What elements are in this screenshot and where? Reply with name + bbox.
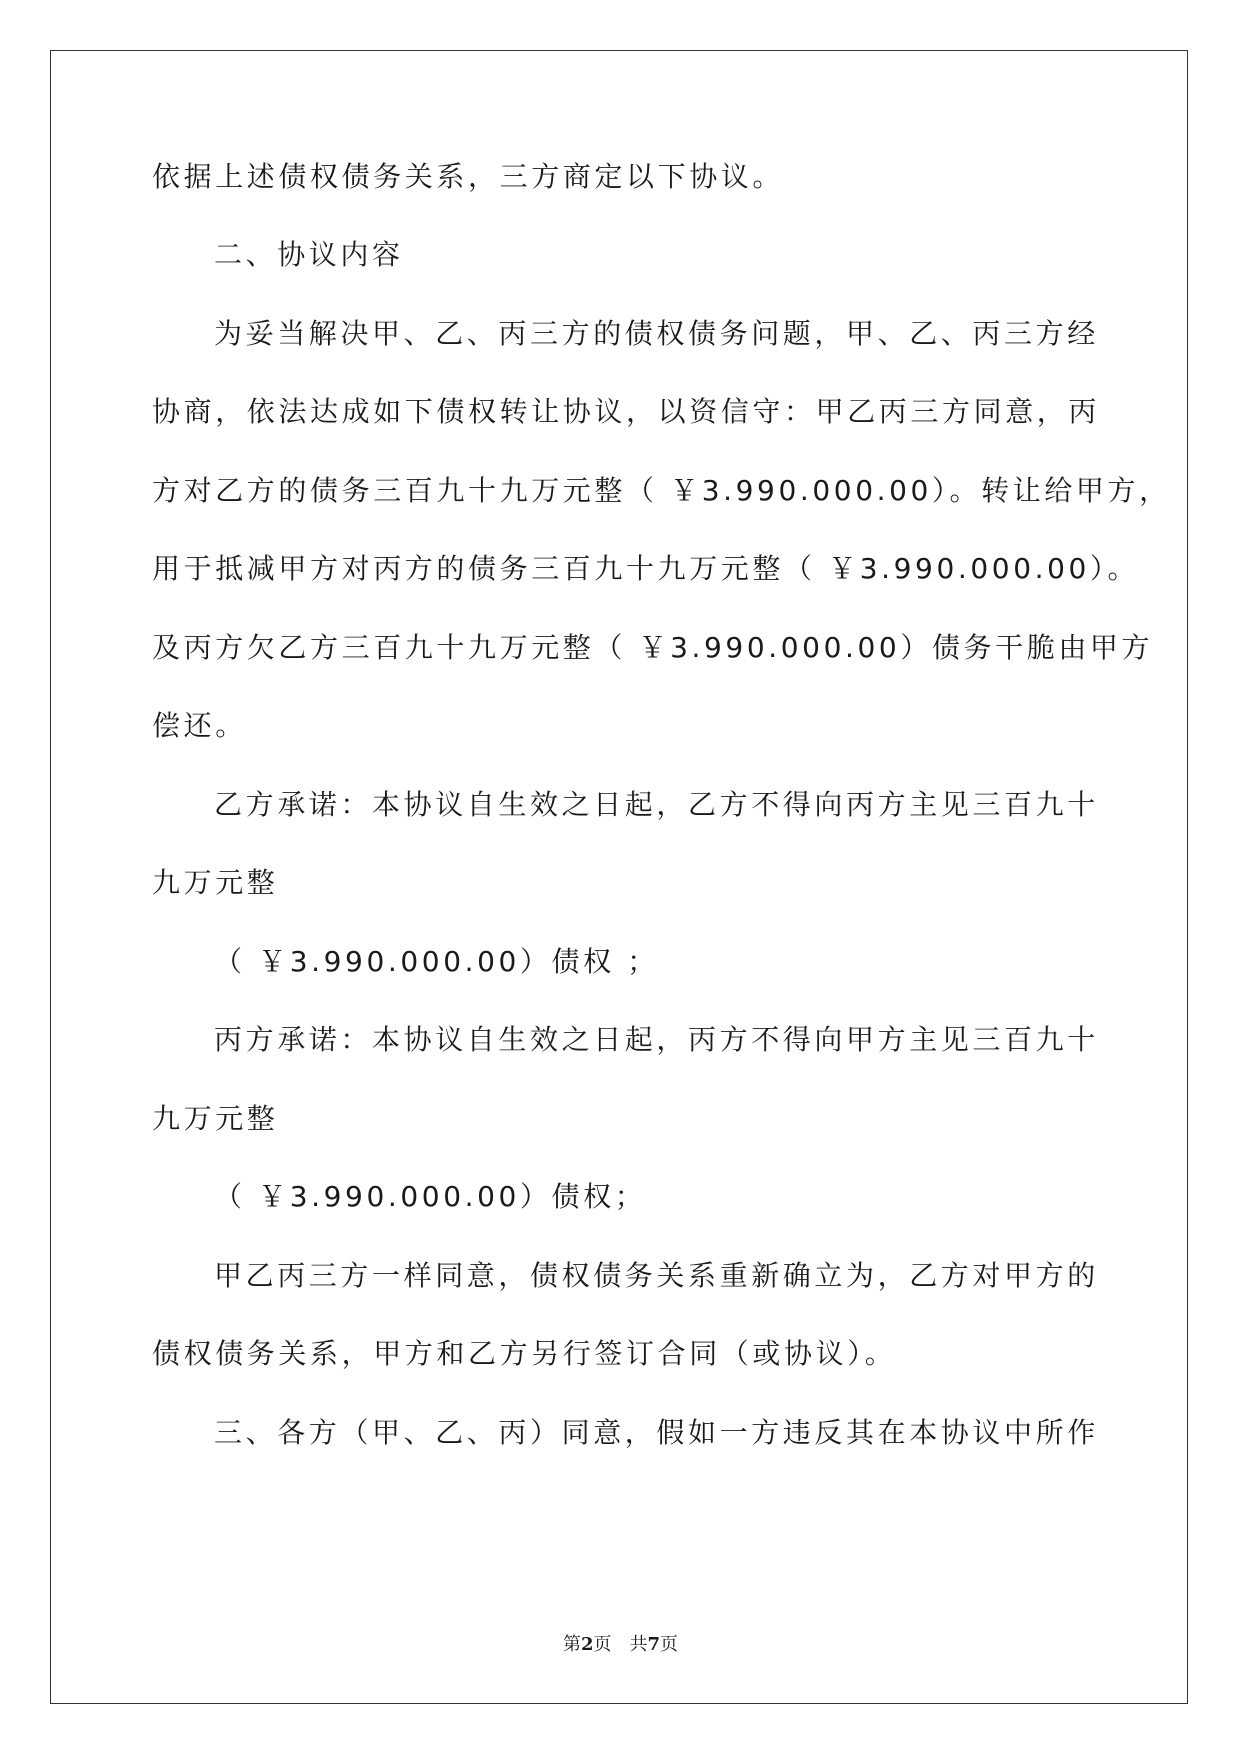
section-heading: 二、协议内容 <box>214 238 404 271</box>
paragraph-line: 方对乙方的债务三百九十九万元整（ ￥3.990.000.00）。转让给甲方， <box>152 474 1171 507</box>
paragraph-line: 三、各方（甲、乙、丙）同意，假如一方违反其在本协议中所作 <box>214 1416 1099 1449</box>
paragraph-line: （ ￥3.990.000.00）债权 ； <box>214 945 659 978</box>
paragraph-line: 偿还。 <box>152 709 247 742</box>
page-footer <box>0 1630 1241 1656</box>
page-prefix: 第 <box>562 1634 581 1655</box>
total-suffix: 页 <box>660 1634 679 1655</box>
paragraph-line: 乙方承诺：本协议自生效之日起，乙方不得向丙方主见三百九十 <box>214 788 1099 821</box>
paragraph-line: 债权债务关系，甲方和乙方另行签订合同（或协议）。 <box>152 1337 897 1370</box>
paragraph-line: 协商，依法达成如下债权转让协议，以资信守：甲乙丙三方同意，丙 <box>152 395 1101 428</box>
paragraph-line: 用于抵减甲方对丙方的债务三百九十九万元整（ ￥3.990.000.00）。 <box>152 552 1140 585</box>
total-prefix: 共 <box>629 1634 648 1655</box>
page-suffix: 页 <box>593 1634 612 1655</box>
page-number: 2 <box>580 1634 594 1655</box>
paragraph-line: 及丙方欠乙方三百九十九万元整（ ￥3.990.000.00）债务干脆由甲方 <box>152 631 1154 664</box>
paragraph-line: 丙方承诺：本协议自生效之日起，丙方不得向甲方主见三百九十 <box>214 1023 1099 1056</box>
paragraph-line: 九万元整 <box>152 866 279 899</box>
paragraph-line: （ ￥3.990.000.00）债权； <box>214 1180 647 1213</box>
paragraph-line: 依据上述债权债务关系，三方商定以下协议。 <box>152 160 785 193</box>
total-pages: 7 <box>647 1634 661 1655</box>
paragraph-line: 九万元整 <box>152 1102 279 1135</box>
paragraph-line: 为妥当解决甲、乙、丙三方的债权债务问题，甲、乙、丙三方经 <box>214 317 1099 350</box>
paragraph-line: 甲乙丙三方一样同意，债权债务关系重新确立为，乙方对甲方的 <box>214 1259 1099 1292</box>
